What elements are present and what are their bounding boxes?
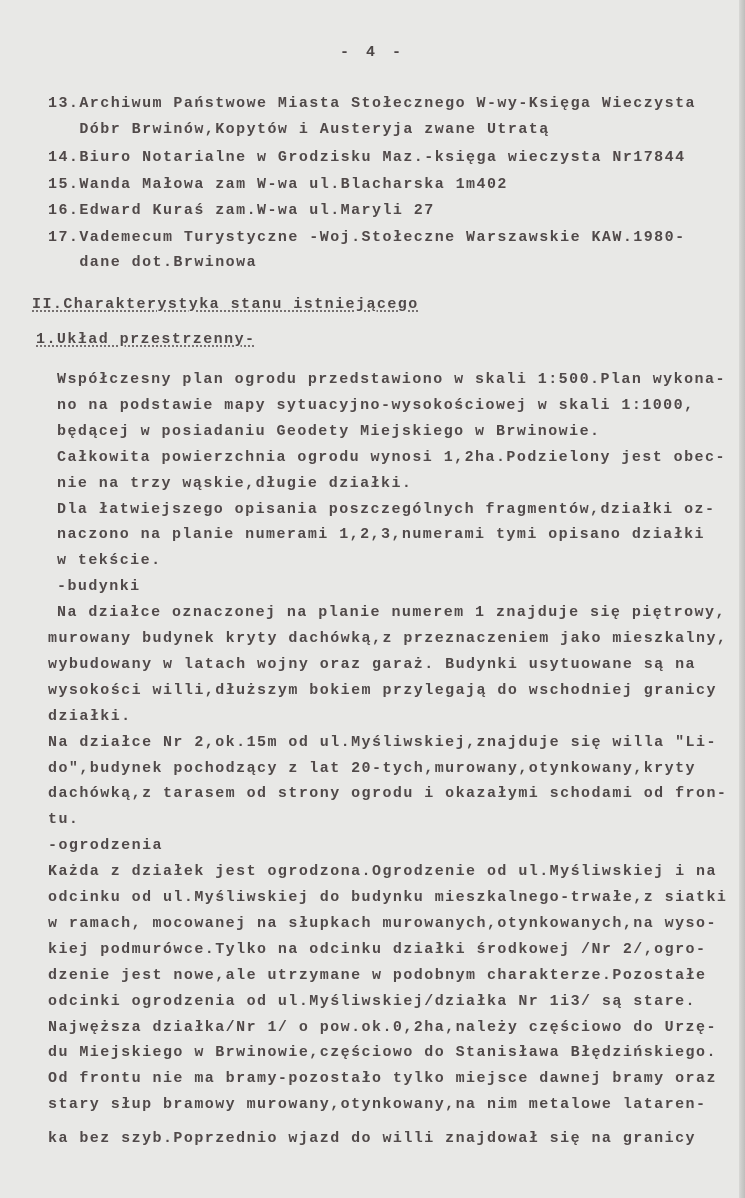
reference-line: Dóbr Brwinów,Kopytów i Austeryja zwane Utratą: [48, 121, 550, 138]
section-heading: II.Charakterystyka stanu istniejącego: [32, 296, 419, 313]
body-text-line: dzenie jest nowe,ale utrzymane w podobnym charakterze.Pozostałe: [48, 966, 707, 984]
reference-line: 13.Archiwum Państwowe Miasta Stołecznego W-wy-Księga Wieczysta: [48, 95, 696, 112]
body-text-line: Każda z działek jest ogrodzona.Ogrodzenie od ul.Myśliwskiej i na: [48, 863, 717, 881]
body-text-line: -ogrodzenia: [48, 837, 163, 855]
body-text-line: tu.: [48, 811, 80, 829]
body-text-line: wysokości willi,dłuższym bokiem przylegają do wschodniej granicy: [48, 681, 717, 699]
body-text-line: no na podstawie mapy sytuacyjno-wysokościowej w skali 1:1000,: [57, 396, 695, 414]
body-text-line: odcinku od ul.Myśliwskiej do budynku mieszkalnego-trwałe,z siatki: [48, 889, 728, 906]
body-text-line: Na działce oznaczonej na planie numerem 1 znajduje się piętrowy,: [57, 604, 726, 622]
reference-line: 17.Vademecum Turystyczne -Woj.Stołeczne Warszawskie KAW.1980-: [48, 229, 686, 246]
body-text-line: w ramach, mocowanej na słupkach murowanych,otynkowanych,na wyso-: [48, 914, 717, 932]
body-text-line: Współczesny plan ogrodu przedstawiono w skali 1:500.Plan wykona-: [57, 371, 726, 388]
body-text-line: będącej w posiadaniu Geodety Miejskiego w Brwinowie.: [57, 422, 601, 440]
body-text-line: kiej podmurówce.Tylko na odcinku działki środkowej /Nr 2/,ogro-: [48, 940, 707, 958]
body-text-line: -budynki: [57, 578, 141, 596]
reference-line: dane dot.Brwinowa: [48, 254, 258, 271]
body-text-line: murowany budynek kryty dachówką,z przeznaczeniem jako mieszkalny,: [48, 630, 728, 647]
body-text-line: dachówką,z tarasem od strony ogrodu i okazałymi schodami od fron-: [48, 785, 728, 803]
body-text-line: Na działce Nr 2,ok.15m od ul.Myśliwskiej,znajduje się willa "Li-: [48, 733, 717, 751]
reference-line: 16.Edward Kuraś zam.W-wa ul.Maryli 27: [48, 202, 435, 219]
body-text-line: odcinki ogrodzenia od ul.Myśliwskiej/działka Nr 1i3/ są stare.: [48, 992, 696, 1010]
subsection-heading: 1.Układ przestrzenny-: [36, 331, 256, 348]
body-text-line: Dla łatwiejszego opisania poszczególnych fragmentów,działki oz-: [57, 500, 716, 518]
reference-line: 15.Wanda Małowa zam W-wa ul.Blacharska 1m402: [48, 176, 508, 193]
body-text-line: stary słup bramowy murowany,otynkowany,na nim metalowe lataren-: [48, 1096, 707, 1114]
page-edge: [739, 0, 745, 1198]
body-text-line: du Miejskiego w Brwinowie,częściowo do Stanisława Błędzińskiego.: [48, 1044, 717, 1062]
body-text-line: Najwęższa działka/Nr 1/ o pow.ok.0,2ha,należy częściowo do Urzę-: [48, 1018, 717, 1036]
body-text-line: do",budynek pochodzący z lat 20-tych,murowany,otynkowany,kryty: [48, 759, 696, 777]
body-text-line: ka bez szyb.Poprzednio wjazd do willi znajdował się na granicy: [48, 1130, 696, 1148]
page-number: - 4 -: [339, 44, 405, 61]
body-text-line: naczono na planie numerami 1,2,3,numerami tymi opisano działki: [57, 526, 705, 544]
body-text-line: Od frontu nie ma bramy-pozostało tylko miejsce dawnej bramy oraz: [48, 1070, 717, 1088]
body-text-line: nie na trzy wąskie,długie działki.: [57, 474, 413, 492]
body-text-line: działki.: [48, 707, 132, 725]
body-text-line: w tekście.: [57, 552, 162, 570]
body-text-line: wybudowany w latach wojny oraz garaż. Budynki usytuowane są na: [48, 655, 696, 673]
reference-line: 14.Biuro Notarialne w Grodzisku Maz.-księga wieczysta Nr17844: [48, 149, 686, 166]
body-text-line: Całkowita powierzchnia ogrodu wynosi 1,2ha.Podzielony jest obec-: [57, 448, 726, 466]
